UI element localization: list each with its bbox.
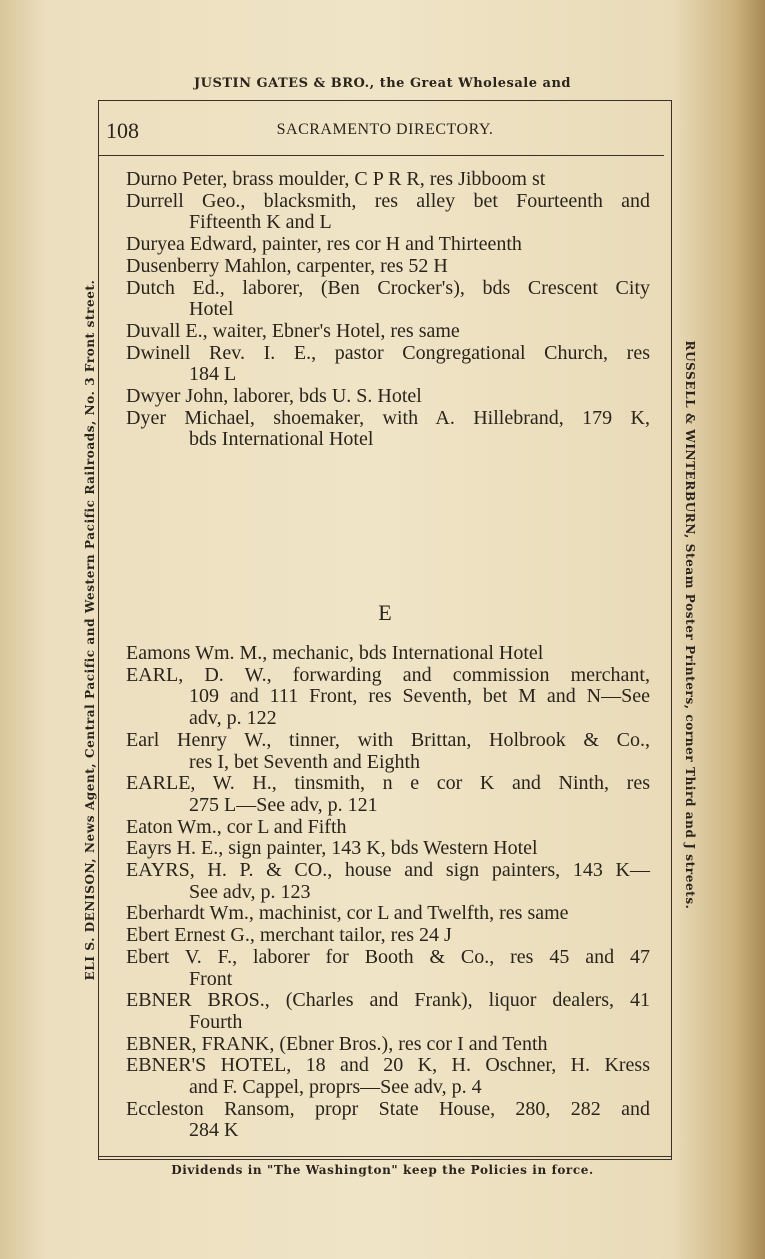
entry-line: Eaton Wm., cor L and Fifth — [126, 815, 347, 838]
entry-continuation-line: 284 K — [189, 1119, 239, 1142]
entry-line: Eamons Wm. M., mechanic, bds International Hotel — [126, 642, 544, 664]
entry-line: EBNER'S HOTEL, 18 and 20 K, H. Oschner, H. Kress — [126, 1054, 650, 1077]
entry-continuation-line: 184 L — [189, 363, 237, 386]
directory-entry — [126, 191, 650, 234]
entry-line: Eberhardt Wm., machinist, cor L and Twelfth, res same — [126, 902, 569, 925]
directory-entry — [126, 773, 650, 816]
running-head: SACRAMENTO DIRECTORY. — [276, 121, 494, 138]
entry-line: EAYRS, H. P. & CO., house and sign painters, 143 K— — [126, 859, 650, 882]
section-letter-heading: E — [378, 600, 392, 625]
directory-entries-e — [126, 643, 650, 1142]
entry-line: Duryea Edward, painter, res cor H and Thirteenth — [126, 233, 522, 256]
header-rule — [98, 155, 664, 156]
entry-line: EARLE, W. H., tinsmith, n e cor K and Ninth, res — [126, 772, 650, 795]
entry-line: Earl Henry W., tinner, with Brittan, Holbrook & Co., — [126, 728, 650, 751]
directory-entry — [126, 408, 650, 451]
entry-line: Eayrs H. E., sign painter, 143 K, bds Western Hotel — [126, 837, 538, 860]
entry-continuation-line: Fourth — [189, 1010, 243, 1033]
directory-entry — [126, 1099, 650, 1142]
entry-line: Dusenberry Mahlon, carpenter, res 52 H — [126, 254, 448, 277]
directory-entry — [126, 903, 650, 925]
entry-line: Dwinell Rev. I. E., pastor Congregational Church, res — [126, 341, 650, 364]
directory-entry — [126, 256, 650, 278]
directory-entry — [126, 925, 650, 947]
entry-line: Dyer Michael, shoemaker, with A. Hillebrand, 179 K, — [126, 406, 650, 429]
entry-line: Duvall E., waiter, Ebner's Hotel, res same — [126, 319, 460, 342]
directory-entry — [126, 234, 650, 256]
entry-line: EBNER BROS., (Charles and Frank), liquor dealers, 41 — [126, 989, 650, 1012]
page-number: 108 — [106, 118, 139, 143]
entry-line: EARL, D. W., forwarding and commission merchant, — [126, 663, 650, 686]
directory-entry — [126, 730, 650, 773]
directory-entry — [126, 665, 650, 730]
directory-entry — [126, 1055, 650, 1098]
entry-line: EBNER, FRANK, (Ebner Bros.), res cor I and Tenth — [126, 1032, 548, 1055]
entry-line: Ebert Ernest G., merchant tailor, res 24 J — [126, 924, 452, 947]
bottom-advertisement-banner: Dividends in "The Washington" keep the Policies in force. — [171, 1163, 594, 1177]
entry-continuation-line: See adv, p. 123 — [189, 880, 311, 903]
entry-line: Durno Peter, brass moulder, C P R R, res Jibboom st — [126, 168, 546, 190]
entry-continuation-line: Fifteenth K and L — [189, 211, 332, 234]
entry-continuation-line: 275 L—See adv, p. 121 — [189, 793, 378, 816]
entry-line: Eccleston Ransom, propr State House, 280, 282 and — [126, 1097, 650, 1120]
entry-continuation-line: bds International Hotel — [189, 428, 374, 451]
frame-bottom-rule — [98, 1156, 672, 1157]
left-margin-advertisement: ELI S. DENISON, News Agent, Central Pacific and Western Pacific Railroads, No. 3 Front street. — [83, 279, 97, 981]
directory-entry — [126, 990, 650, 1033]
entry-continuation-line: and F. Cappel, proprs—See adv, p. 4 — [189, 1076, 482, 1099]
directory-entry — [126, 321, 650, 343]
entry-continuation-line: res I, bet Seventh and Eighth — [189, 750, 421, 773]
entry-line: Dwyer John, laborer, bds U. S. Hotel — [126, 385, 422, 408]
entry-line: Dutch Ed., laborer, (Ben Crocker's), bds Crescent City — [126, 276, 650, 299]
directory-entry — [126, 1034, 650, 1056]
directory-entry — [126, 343, 650, 386]
entry-continuation-line: Hotel — [189, 298, 234, 321]
directory-entry — [126, 860, 650, 903]
entry-continuation-line: 109 and 111 Front, res Seventh, bet M and N—See — [189, 685, 650, 708]
entry-line: Durrell Geo., blacksmith, res alley bet Fourteenth and — [126, 189, 650, 212]
top-advertisement-banner: JUSTIN GATES & BRO., the Great Wholesale and — [193, 76, 571, 91]
entry-continuation-line: Front — [189, 967, 233, 990]
directory-entry — [126, 278, 650, 321]
directory-entry — [126, 643, 650, 665]
entry-line: Ebert V. F., laborer for Booth & Co., res 45 and 47 — [126, 945, 650, 968]
directory-entry — [126, 817, 650, 839]
directory-entry — [126, 386, 650, 408]
directory-entry — [126, 169, 650, 191]
directory-entry — [126, 947, 650, 990]
directory-entries-d — [126, 169, 650, 451]
entry-continuation-line: adv, p. 122 — [189, 707, 277, 730]
right-margin-advertisement: RUSSELL & WINTERBURN, Steam Poster Printers, corner Third and J streets. — [683, 340, 697, 910]
directory-entry — [126, 838, 650, 860]
